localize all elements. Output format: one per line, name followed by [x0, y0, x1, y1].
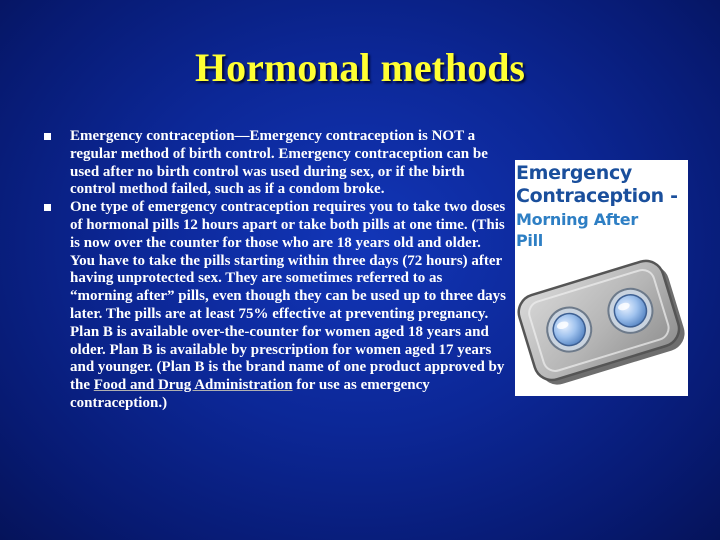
bullet-text-part: for use as emergency contraception.)	[70, 377, 430, 411]
square-bullet-icon	[44, 133, 51, 140]
bullet-list	[44, 128, 506, 413]
slide-title: Hormonal methods	[195, 45, 525, 90]
square-bullet-icon	[44, 204, 51, 211]
image-subheading-line: Morning After	[516, 210, 638, 229]
image-heading-line: Emergency	[516, 162, 632, 184]
pill-pack-icon	[515, 252, 688, 396]
image-heading-line: Contraception -	[516, 185, 678, 207]
image-subheading-line: Pill	[516, 231, 543, 250]
fda-link[interactable]: Food and Drug Administration	[93, 377, 293, 394]
bullet-item	[44, 128, 506, 199]
bullet-text-part: One type of emergency contraception requires you to take two doses of hormonal pills 12 hours apart or take both pills at one time. (This is now over the counter for those who are 18 years old and older. You have to take the pills starting within three days (72 hours) after having unprotected sex. They are sometimes referred to as “morning after” pills, even though they can be used up to three days later. The pills are at least 75% effective at preventing pregnancy. Plan B is available over-the-counter for women aged 18 years and older. Plan B is available by prescription for women aged 17 years and younger. (Plan B is the brand name of one product approved by the	[70, 199, 506, 394]
bullet-text	[70, 199, 506, 411]
emergency-contraception-image	[515, 160, 688, 396]
bullet-item	[44, 199, 506, 413]
bullet-text: Emergency contraception—Emergency contraception is NOT a regular method of birth control. Emergency contraception can be used after no birth control was used during sex, or if the birth control method failed, such as if a condom broke.	[70, 128, 488, 198]
